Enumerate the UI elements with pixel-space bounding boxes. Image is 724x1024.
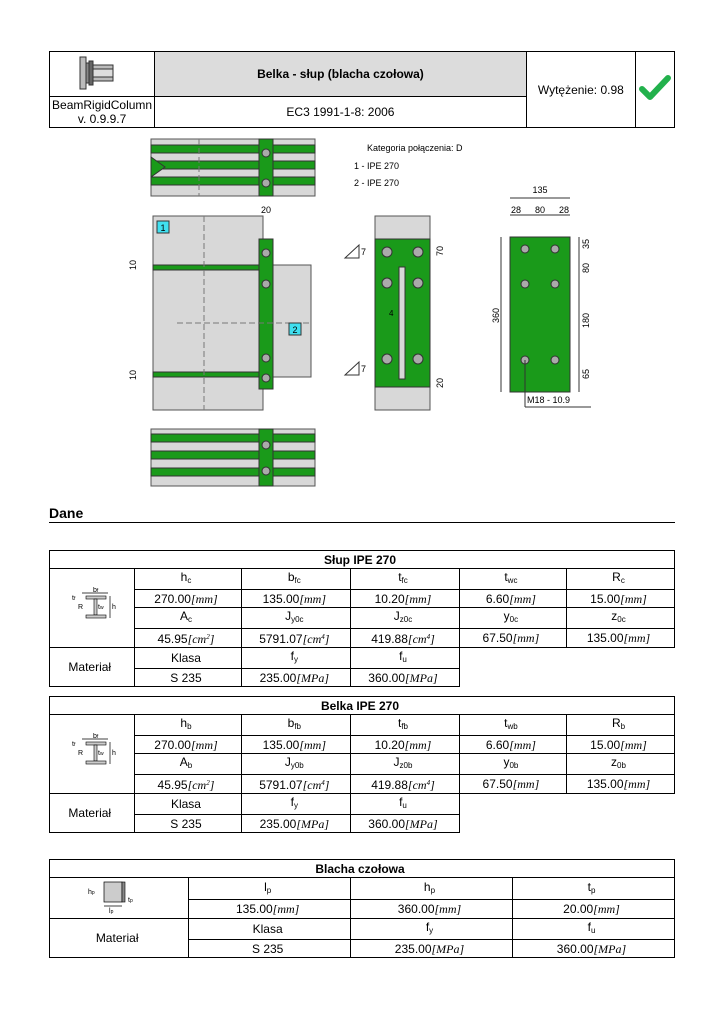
column-material-label: Materiał <box>50 648 135 687</box>
column-title: Słup IPE 270 <box>50 551 675 569</box>
beam-head2-1: $J_{y0b}$ <box>242 754 351 775</box>
svg-text:h: h <box>111 750 116 757</box>
column-mhead-2: $f_u$ <box>351 648 460 669</box>
tag-2: 2 <box>292 325 298 335</box>
category-label: Kategoria połączenia: D <box>367 143 463 153</box>
beam-title: Belka IPE 270 <box>50 697 675 715</box>
plate-table <box>49 859 675 958</box>
beam-mhead-1: $f_y$ <box>242 794 351 815</box>
svg-text:tw: tw <box>97 750 104 757</box>
column-section-top <box>151 139 315 196</box>
plate-mval-2: 360.00[MPa] <box>512 940 674 958</box>
plate-head-1: $h_p$ <box>351 878 513 900</box>
svg-text:lp: lp <box>109 908 114 914</box>
beam-mval-2: 360.00[MPa] <box>351 815 460 833</box>
section-title: Dane <box>49 505 675 523</box>
column-mval-0: S 235 <box>134 669 242 687</box>
plate-mval-0: S 235 <box>189 940 351 958</box>
beam-val1-0: 270.00[mm] <box>134 736 242 754</box>
beam-head1-1: $b_{fb}$ <box>242 715 351 736</box>
beam-val1-3: 6.60[mm] <box>459 736 566 754</box>
beam-head2-2: $J_{z0b}$ <box>351 754 460 775</box>
svg-text:bf: bf <box>92 587 99 594</box>
beam-val2-2: $419.88[cm^4]$ <box>351 775 460 794</box>
dim-65: 65 <box>581 368 591 379</box>
plate-title: Blacha czołowa <box>50 860 675 878</box>
column-val1-2: 10.20[mm] <box>351 590 460 608</box>
program-name: BeamRigidColumn <box>52 98 153 112</box>
legend-1: 1 - IPE 270 <box>354 161 400 171</box>
column-head1-2: $t_{fc}$ <box>351 569 460 590</box>
svg-text:tw: tw <box>97 604 104 611</box>
beam-head1-0: $h_b$ <box>134 715 242 736</box>
column-mval-1: 235.00[MPa] <box>242 669 351 687</box>
column-head2-0: $A_c$ <box>134 608 242 629</box>
column-val1-3: 6.60[mm] <box>459 590 566 608</box>
dim-28-b: 28 <box>558 205 570 215</box>
check-icon <box>639 74 671 102</box>
column-mhead-1: $f_y$ <box>242 648 351 669</box>
svg-text:bf: bf <box>92 733 99 740</box>
column-val2-0: $45.95[cm^2]$ <box>134 629 242 648</box>
program-version: v. 0.9.9.7 <box>77 112 127 126</box>
column-head1-1: $b_{fc}$ <box>242 569 351 590</box>
plate-mhead-0: Klasa <box>189 919 351 940</box>
plate-mval-1: 235.00[MPa] <box>351 940 513 958</box>
plate-section-icon <box>82 878 152 914</box>
svg-text:tf: tf <box>71 741 76 748</box>
column-mval-2: 360.00[MPa] <box>351 669 460 687</box>
beam-sketch <box>50 715 135 794</box>
tag-1: 1 <box>160 223 166 233</box>
column-val2-3: 67.50[mm] <box>459 629 566 648</box>
column-blank <box>459 648 674 687</box>
beam-mhead-0: Klasa <box>134 794 242 815</box>
standard: EC3 1991-1-8: 2006 <box>155 97 527 128</box>
beam-val1-1: 135.00[mm] <box>242 736 351 754</box>
svg-text:tf: tf <box>71 595 76 602</box>
connection-logo-icon <box>72 55 132 91</box>
beam-mhead-2: $f_u$ <box>351 794 460 815</box>
svg-text:hp: hp <box>88 889 95 896</box>
beam-mval-1: 235.00[MPa] <box>242 815 351 833</box>
beam-head1-3: $t_{wb}$ <box>459 715 566 736</box>
column-head1-0: $h_c$ <box>134 569 242 590</box>
legend-2: 2 - IPE 270 <box>354 178 400 188</box>
column-table <box>49 550 675 687</box>
report-header <box>49 51 675 128</box>
column-head2-1: $J_{y0c}$ <box>242 608 351 629</box>
dim-20-top: 20 <box>260 205 272 215</box>
column-head2-3: $y_{0c}$ <box>459 608 566 629</box>
column-head1-4: $R_c$ <box>567 569 675 590</box>
utilization: Wytężenie: 0.98 <box>526 52 635 128</box>
svg-text:h: h <box>111 604 116 611</box>
plate-mhead-2: $f_u$ <box>512 919 674 940</box>
beam-val1-4: 15.00[mm] <box>567 736 675 754</box>
plate-val-1: 360.00[mm] <box>351 900 513 919</box>
logo-cell <box>50 52 155 97</box>
column-val1-0: 270.00[mm] <box>134 590 242 608</box>
column-mhead-0: Klasa <box>134 648 242 669</box>
dim-4: 4 <box>389 309 394 318</box>
beam-head2-3: $y_{0b}$ <box>459 754 566 775</box>
program-cell <box>50 97 155 128</box>
beam-val2-3: 67.50[mm] <box>459 775 566 794</box>
dim-20-bot: 20 <box>435 377 445 388</box>
beam-blank <box>459 794 674 833</box>
column-head1-3: $t_{wc}$ <box>459 569 566 590</box>
dim-7-a: 7 <box>361 247 367 257</box>
column-val2-1: $5791.07[cm^4]$ <box>242 629 351 648</box>
dim-28-a: 28 <box>510 205 522 215</box>
bolt-label: M18 - 10.9 <box>527 395 571 405</box>
dim-7-b: 7 <box>361 364 367 374</box>
column-val2-2: $419.88[cm^4]$ <box>351 629 460 648</box>
beam-val2-4: 135.00[mm] <box>567 775 675 794</box>
column-val1-4: 15.00[mm] <box>567 590 675 608</box>
connection-drawing <box>49 133 675 493</box>
beam-material-label: Materiał <box>50 794 135 833</box>
column-head2-4: $z_{0c}$ <box>567 608 675 629</box>
beam-head1-4: $R_b$ <box>567 715 675 736</box>
beam-val1-2: 10.20[mm] <box>351 736 460 754</box>
beam-table <box>49 696 675 833</box>
beam-head2-4: $z_{0b}$ <box>567 754 675 775</box>
beam-head2-0: $A_b$ <box>134 754 242 775</box>
svg-text:tp: tp <box>128 897 133 904</box>
beam-val2-1: $5791.07[cm^4]$ <box>242 775 351 794</box>
plate-sketch <box>50 878 189 919</box>
column-val1-1: 135.00[mm] <box>242 590 351 608</box>
plate-head-2: $t_p$ <box>512 878 674 900</box>
beam-mval-0: S 235 <box>134 815 242 833</box>
report-title: Belka - słup (blacha czołowa) <box>155 52 527 97</box>
dim-10-a: 10 <box>128 259 138 270</box>
beam-head1-2: $t_{fb}$ <box>351 715 460 736</box>
svg-text:R: R <box>77 750 83 757</box>
plate-mhead-1: $f_y$ <box>351 919 513 940</box>
ok-cell <box>635 52 674 128</box>
dim-180: 180 <box>581 312 591 328</box>
plate-val-2: 20.00[mm] <box>512 900 674 919</box>
column-head2-2: $J_{z0c}$ <box>351 608 460 629</box>
column-section-bottom <box>151 429 315 486</box>
beam-side-view <box>345 216 445 410</box>
column-val2-4: 135.00[mm] <box>567 629 675 648</box>
dim-10-b: 10 <box>128 369 138 380</box>
dim-80: 80 <box>534 205 546 215</box>
plate-material-label: Materiał <box>50 919 189 958</box>
dim-35: 35 <box>581 238 591 249</box>
end-plate-view <box>491 185 591 407</box>
column-sketch <box>50 569 135 648</box>
i-section-icon <box>60 587 120 625</box>
beam-val2-0: $45.95[cm^2]$ <box>134 775 242 794</box>
plate-val-0: 135.00[mm] <box>189 900 351 919</box>
dim-135: 135 <box>532 185 548 195</box>
dim-360: 360 <box>491 307 501 323</box>
plate-head-0: $l_p$ <box>189 878 351 900</box>
svg-text:R: R <box>77 604 83 611</box>
dim-80-v: 80 <box>581 262 591 273</box>
i-section-icon <box>60 733 120 771</box>
column-elevation <box>128 205 311 410</box>
dim-70: 70 <box>435 245 445 256</box>
